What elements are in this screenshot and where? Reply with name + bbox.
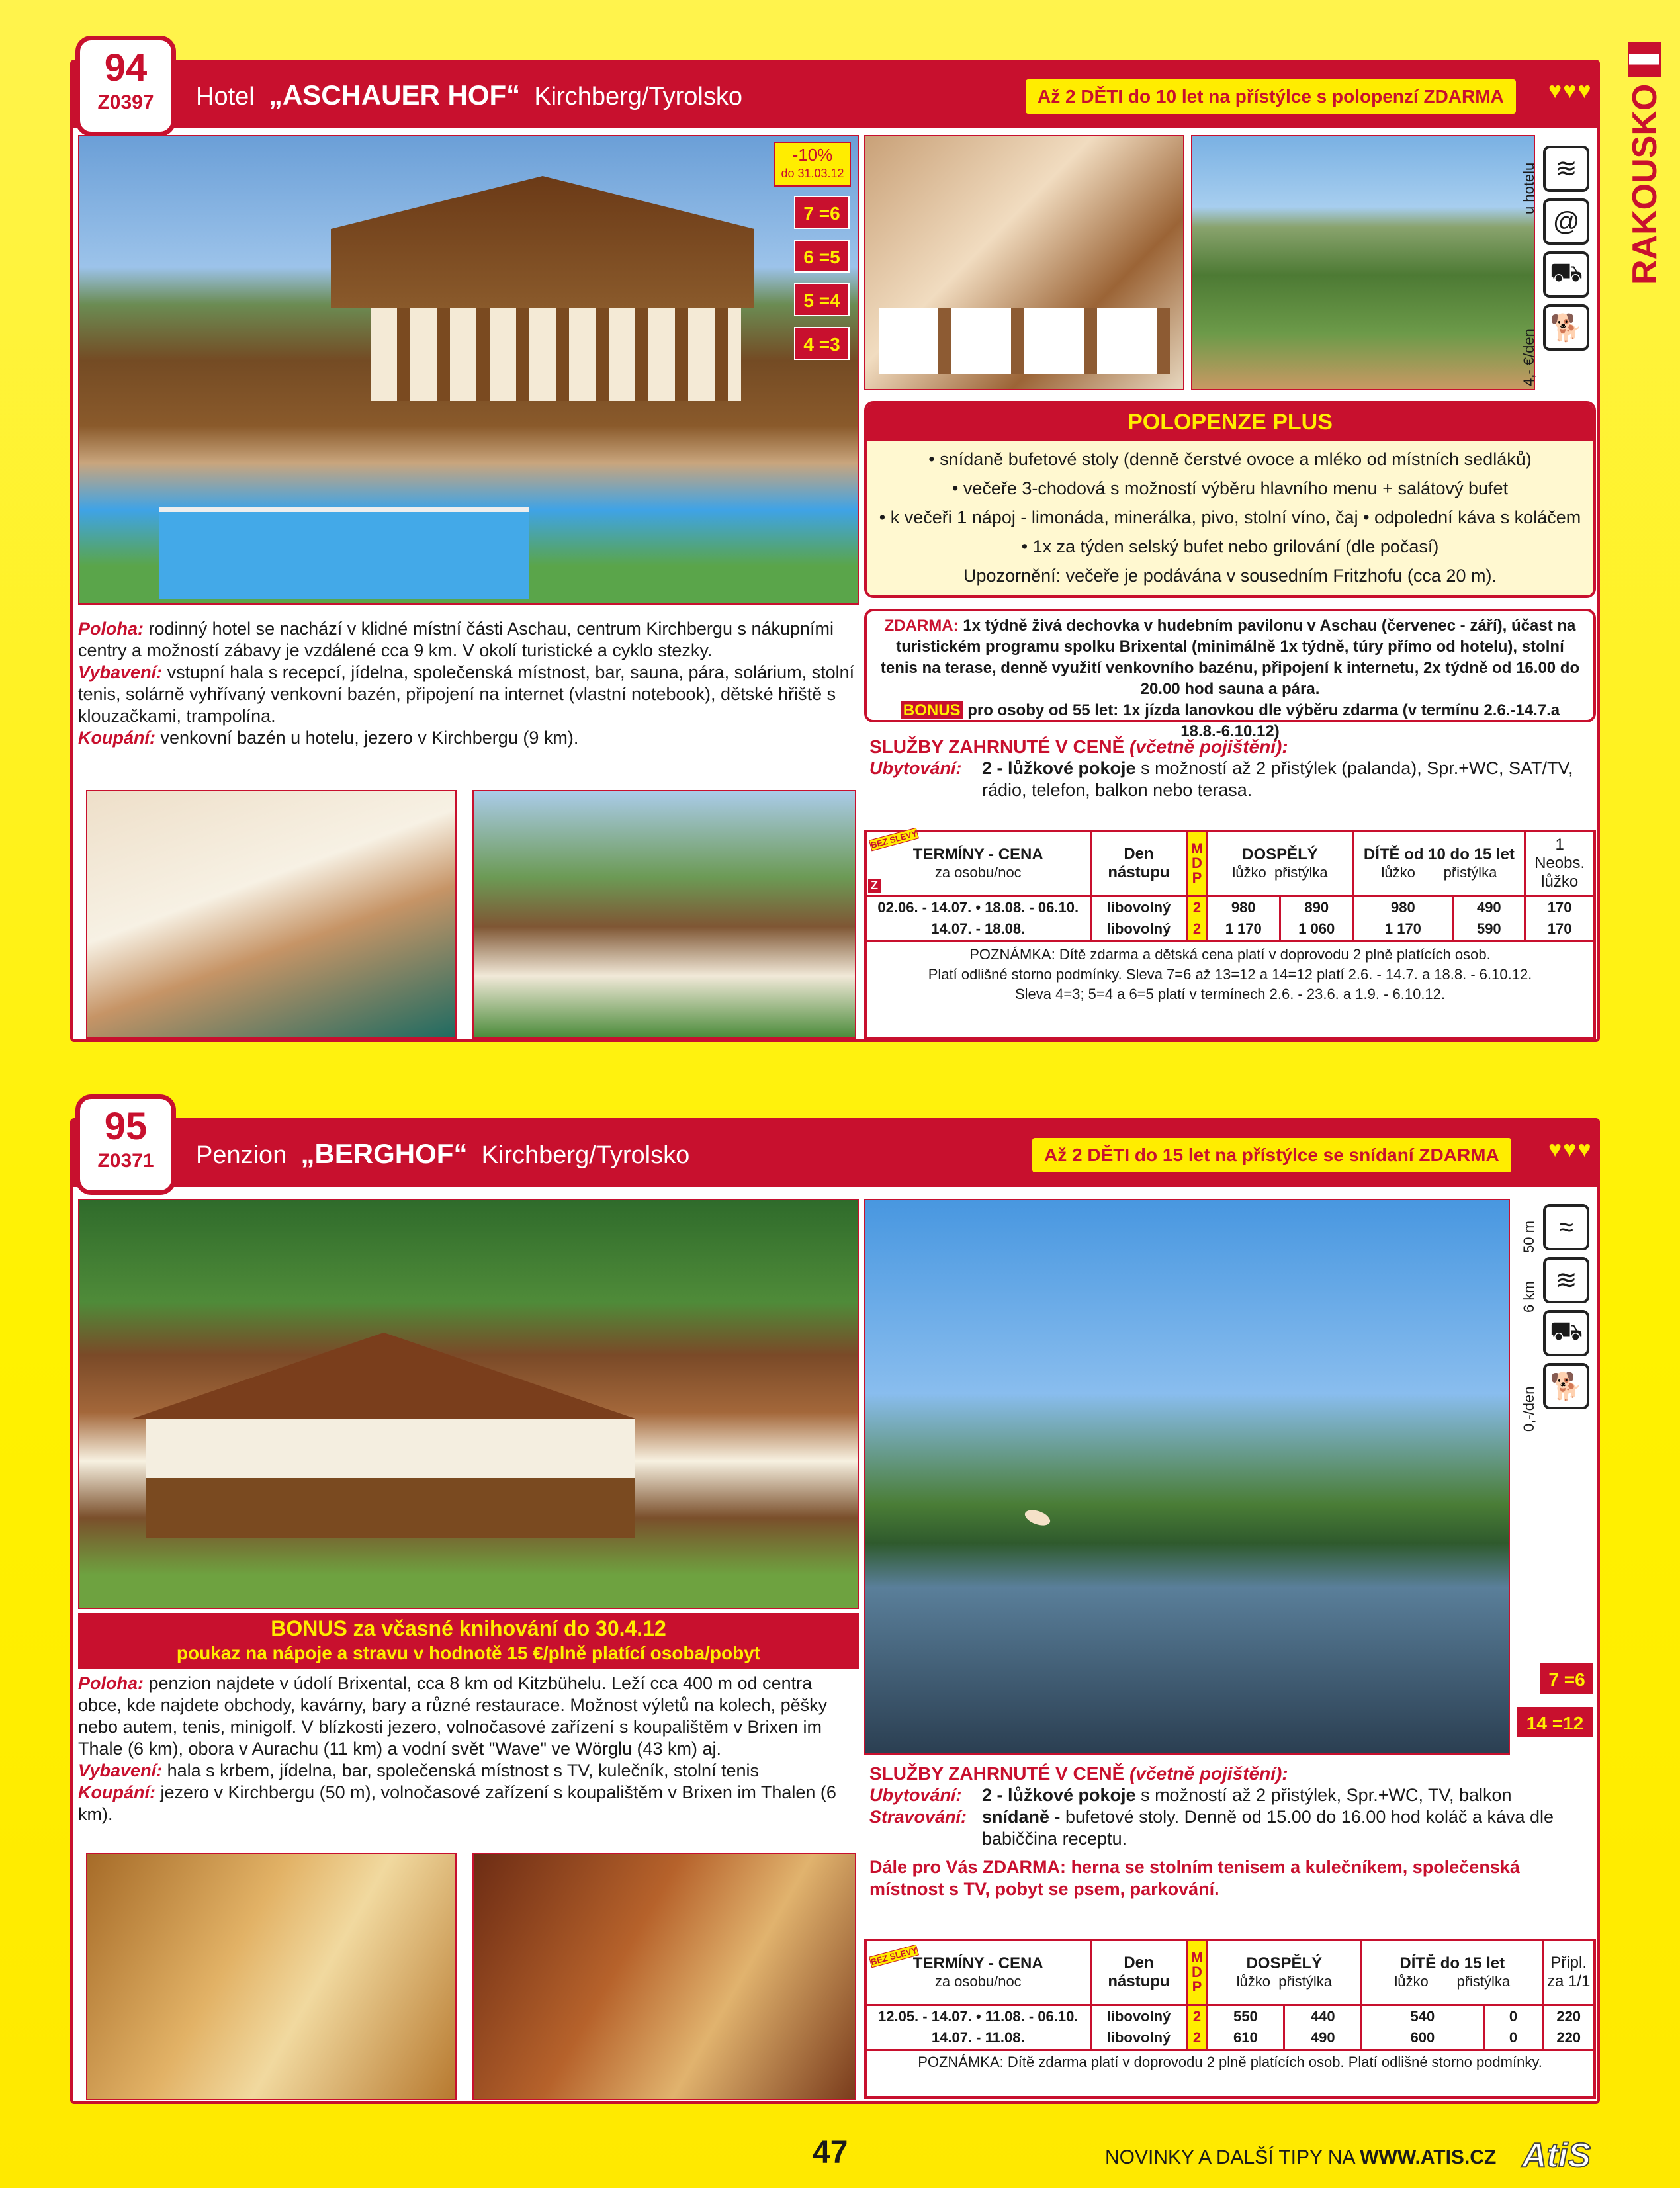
offer-number-box: [75, 36, 176, 136]
icon-label-pool: 6 km: [1521, 1281, 1537, 1313]
rating-hearts: ♥♥♥: [1548, 1137, 1593, 1162]
offer-number-box: [75, 1094, 176, 1195]
hotel-name: „BERGHOF“: [300, 1138, 468, 1169]
hotel-type: Hotel: [196, 83, 255, 110]
dog-icon: 🐕: [1543, 1363, 1589, 1409]
swimming-text: jezero v Kirchbergu (50 m), volnočasové zařízení s koupalištěm v Brixen im Thalen (6 km).: [78, 1782, 836, 1824]
dining-room-photo: [864, 135, 1184, 390]
free-services-text: 1x týdně živá dechovka v hudebním pavilonu v Aschau (červenec - září), účast na turistickém programu spolku Brixental (minimálně 1x týdně, túry přímo od hotelu), stolní tenis na terase, denně využití venkovního bazénu, připojení k internetu, 2x týdně od 16.00 do 20.00 hod sauna a pára.: [880, 617, 1580, 698]
bonus-title: BONUS za včasné knihování do 30.4.12: [271, 1616, 666, 1640]
equipment-text: hala s krbem, jídelna, bar, společenská místnost s TV, kulečník, stolní tenis: [167, 1761, 760, 1780]
bonus-label: BONUS: [901, 701, 963, 719]
hotel-name: „ASCHAUER HOF“: [268, 79, 521, 110]
icon-label-dog: 0,-/den: [1521, 1386, 1537, 1432]
offer-panel-94: [70, 46, 1600, 1042]
country-flag: [1628, 42, 1661, 77]
price-table-94: BEZ SLEVY Z TERMÍNY - CENA za osobu/noc Den nástupu M D P DOSPĚLÝ lůžko přistýlka DÍTĚ od 10 do 15 let lůžko přistýlka 1 Neobs. lůžko 02.06. - 14.07. • 18.08. - 06.10. libovolný 2 980 890 980 490 170 14.07. - 18.08. libovolný 2 1 170 1 060 1 170 590 170 POZNÁMKA: Dítě zdarma a dětská cena platí v doprovodu 2 plně platících osob. Platí odlišné storno podmínky. Sleva 7=6 až 13=12 a 14=12 platí 2.6. - 14.7. a 18.8. - 6.10.12. Sleva 4=3; 5=4 a 6=5 platí v termínech 2.6. - 23.6. a 1.9. - 6.10.12.: [864, 830, 1596, 1040]
hotel-description: Poloha: rodinný hotel se nachází v klidné místní části Aschau, centrum Kirchbergu s nákupními centry a možností zábavy je vzdálené cca 9 km. V okolí turistické a cyklo stezky. Vybavení: vstupní hala s recepcí, jídelna, společenská místnost, bar, sauna, pára, solárium, stolní tenis, solárně vyhřívaný venkovní bazén, připojení na internet (vlastní notebook), dětské hřiště s klouzačkami, trampolína. Koupání: venkovní bazén u hotelu, jezero v Kirchbergu (9 km).: [78, 619, 855, 748]
board-box: [864, 401, 1596, 598]
early-booking-discount: -10% do 31.03.12: [774, 142, 851, 187]
equipment-text: vstupní hala s recepcí, jídelna, společenská místnost, bar, sauna, pára, solárium, stolní tenis, solárně vyhřívaný venkovní bazén, připojení na internet (vlastní notebook), dětské hřiště s klouzačkami, trampolína.: [78, 662, 855, 726]
facility-icons: [1543, 146, 1589, 357]
hotel-main-photo: [78, 135, 859, 605]
early-booking-bonus: [78, 1613, 859, 1669]
board-item: • k večeři 1 nápoj - limonáda, minerálka, pivo, stolní víno, čaj • odpolední káva s koláčem: [879, 507, 1581, 527]
hotel-title[interactable]: [196, 79, 742, 111]
offer-14-12: 14 =12: [1515, 1706, 1595, 1739]
facility-icons: [1543, 1204, 1589, 1416]
included-services: SLUŽBY ZAHRNUTÉ V CENĚ (včetně pojištění): Ubytování: 2 - lůžkové pokoje s možností až 2 přistýlek, Spr.+WC, TV, balkon Stravování: snídaně - bufetové stoly. Denně od 15.00 do 16.00 hod koláč a káva dle babiččina receptu. Dále pro Vás ZDARMA: herna se stolním tenisem a kulečníkem, společenská místnost s TV, pobyt se psem, parkování.: [869, 1763, 1554, 1899]
bedroom-photo: [86, 790, 457, 1039]
pension-description: Poloha: penzion najdete v údolí Brixental, cca 8 km od Kitzbühelu. Leží cca 400 m od centra obce, kde najdete obchody, kavárny, bary a různé restaurace. Možnost výletů na kolech, pěšky nebo autem, tenis, minigolf. V blízkosti jezero, volnočasové zařízení s koupalištěm v Brixen im Thale (6 km), obora v Aurachu (11 km) a vodní svět "Wave" ve Wörglu (43 km) aj. Vybavení: hala s krbem, jídelna, bar, společenská místnost s TV, kulečník, stolní tenis Koupání: jezero v Kirchbergu (50 m), volnočasové zařízení s koupalištěm v Brixen im Thalen (6 km).: [78, 1673, 836, 1824]
offer-panel-95: [70, 1105, 1600, 2104]
offer-code: Z0397: [97, 91, 154, 113]
pension-bedroom-photo: [86, 1853, 457, 2100]
hotel-place: Kirchberg/Tyrolsko: [534, 83, 742, 110]
dog-icon: 🐕: [1543, 304, 1589, 351]
bonus-text: pro osoby od 55 let: 1x jízda lanovkou dle výběru zdarma (v termínu 2.6.-14.7.a 18.8.-6.10.12): [967, 701, 1560, 740]
offer-5-4: 5 =4: [794, 283, 850, 316]
kids-free-badge: Až 2 DĚTI do 15 let na přístýlce se snídaní ZDARMA: [1032, 1138, 1511, 1172]
offer-7-6: 7 =6: [1539, 1662, 1595, 1695]
board-item: • snídaně bufetové stoly (denně čerstvé ovoce a mléko od místních sedláků): [928, 449, 1532, 469]
included-services: SLUŽBY ZAHRNUTÉ V CENĚ (včetně pojištění): Ubytování: 2 - lůžkové pokoje s možností až 2 přistýlek (palanda), Spr.+WC, SAT/TV, rádio, telefon, balkon nebo terasa.: [869, 736, 1573, 800]
location-text: rodinný hotel se nachází v klidné místní části Aschau, centrum Kirchbergu s nákupními centry a možností zábavy je vzdálené cca 9 km. V okolí turistické a cyklo stezky.: [78, 619, 834, 660]
icon-label-pool: u hotelu: [1521, 162, 1537, 214]
swim-icon: ≈: [1543, 1204, 1589, 1250]
offer-number: 95: [104, 1105, 148, 1148]
board-item: • večeře 3-chodová s možností výběru hlavního menu + salátový bufet: [951, 478, 1509, 498]
bonus-text: poukaz na nápoje a stravu v hodnotě 15 €/plně platící osoba/pobyt: [176, 1643, 761, 1663]
hotel-type: Penzion: [196, 1141, 287, 1169]
footer-url[interactable]: WWW.ATIS.CZ: [1360, 2146, 1497, 2168]
hotel-place: Kirchberg/Tyrolsko: [481, 1141, 690, 1169]
footer-text: NOVINKY A DALŠÍ TIPY NA WWW.ATIS.CZ: [1105, 2146, 1497, 2168]
car-icon: ⛟: [1543, 251, 1589, 298]
country-label: RAKOUSKO: [1626, 83, 1664, 284]
internet-icon: @: [1543, 198, 1589, 245]
icon-label-dog: 4,- €/den: [1521, 329, 1537, 386]
offer-6-5: 6 =5: [794, 240, 850, 273]
pool-icon: ≋: [1543, 146, 1589, 192]
board-title: POLOPENZE PLUS: [867, 404, 1593, 441]
board-item: • 1x za týden selský bufet nebo grilování (dle počasí): [1021, 537, 1439, 556]
atis-logo: AtiS: [1522, 2136, 1591, 2175]
hotel-exterior-photo: [472, 790, 856, 1039]
rating-hearts: ♥♥♥: [1548, 78, 1593, 103]
stay-offers: [1515, 1662, 1595, 1749]
icon-label-swim: 50 m: [1521, 1221, 1537, 1253]
price-note: POZNÁMKA: Dítě zdarma platí v doprovodu 2 plně platících osob. Platí odlišné storno podmínky.: [918, 2053, 1542, 2070]
pension-lounge-photo: [472, 1853, 856, 2100]
location-text: penzion najdete v údolí Brixental, cca 8 km od Kitzbühelu. Leží cca 400 m od centra obce, kde najdete obchody, kavárny, bary a různé restaurace. Možnost výletů na kolech, pěšky nebo autem, tenis, minigolf. V blízkosti jezero, volnočasové zařízení s koupalištěm v Brixen im Thale (6 km), obora v Aurachu (11 km) a vodní svět "Wave" ve Wörglu (43 km) aj.: [78, 1673, 828, 1759]
free-services-text: herna se stolním tenisem a kulečníkem, společenská místnost s TV, pobyt se psem, parkování.: [869, 1857, 1520, 1899]
free-services-box: ZDARMA: 1x týdně živá dechovka v hudebním pavilonu v Aschau (červenec - září), účast na turistickém programu spolku Brixental (minimálně 1x týdně, túry přímo od hotelu), stolní tenis na terase, denně využití venkovního bazénu, připojení k internetu, 2x týdně od 16.00 do 20.00 hod sauna a pára. BONUS pro osoby od 55 let: 1x jízda lanovkou dle výběru zdarma (v termínu 2.6.-14.7.a 18.8.-6.10.12): [864, 609, 1596, 722]
pool-icon: ≋: [1543, 1257, 1589, 1303]
offer-header: [73, 1121, 1597, 1187]
hotel-title[interactable]: [196, 1138, 689, 1170]
offer-code: Z0371: [97, 1150, 154, 1172]
price-table-95: BEZ SLEVY TERMÍNY - CENA za osobu/noc Den nástupu M D P DOSPĚLÝ lůžko přistýlka DÍTĚ do 15 let lůžko přistýlka Připl. za 1/1 12.05. - 14.07. • 11.08. - 06.10. libovolný 2 550 440 540 0 220 14.07. - 11.08. libovolný 2 610 490 600 0 220 POZNÁMKA: Dítě zdarma platí v doprovodu 2 plně platících osob. Platí odlišné storno podmínky.: [864, 1939, 1596, 2099]
car-icon: ⛟: [1543, 1310, 1589, 1356]
page-number: 47: [813, 2135, 848, 2170]
board-items: [867, 441, 1593, 590]
price-note: POZNÁMKA: Dítě zdarma a dětská cena platí v doprovodu 2 plně platících osob. Platí odlišné storno podmínky. Sleva 7=6 až 13=12 a 14=12 platí 2.6. - 14.7. a 18.8. - 6.10.12. Sleva 4=3; 5=4 a 6=5 platí v termínech 2.6. - 23.6. a 1.9. - 6.10.12.: [928, 945, 1532, 1002]
offer-4-3: 4 =3: [794, 327, 850, 360]
valley-photo: [1191, 135, 1535, 390]
offer-number: 94: [104, 46, 148, 89]
offer-header: [73, 62, 1597, 128]
lake-photo: [864, 1199, 1510, 1755]
stay-offers: [794, 196, 850, 371]
offer-7-6: 7 =6: [794, 196, 850, 229]
pension-main-photo: [78, 1199, 859, 1609]
board-note: Upozornění: večeře je podávána v sousedním Fritzhofu (cca 20 m).: [963, 566, 1497, 586]
kids-free-badge: Až 2 DĚTI do 10 let na přístýlce s polopenzí ZDARMA: [1026, 79, 1516, 114]
swimming-text: venkovní bazén u hotelu, jezero v Kirchbergu (9 km).: [160, 728, 579, 748]
